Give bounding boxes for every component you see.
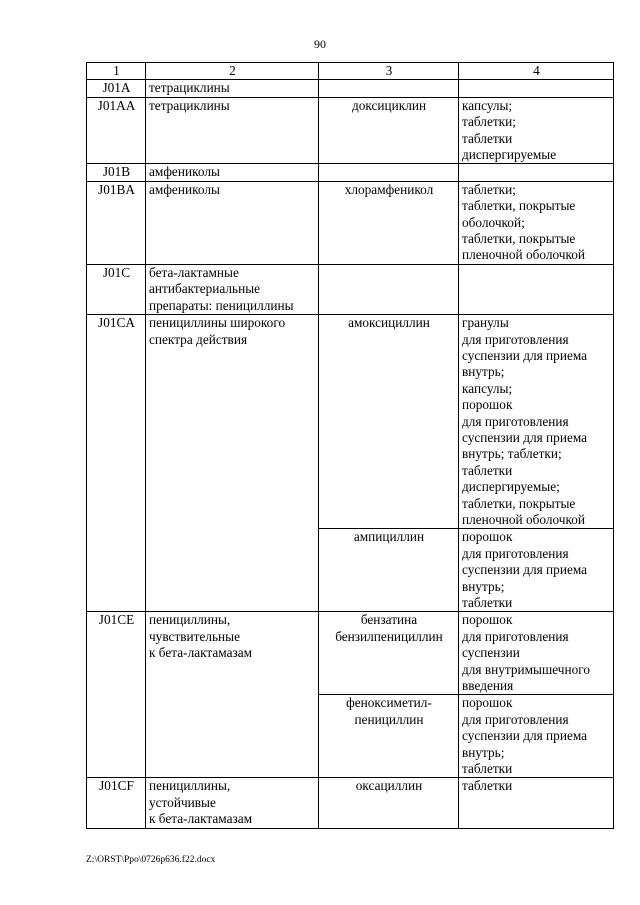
header-col-3: 3 [319,63,459,80]
atc-code: J01BA [87,181,146,264]
dosage-forms: порошок для приготовления суспензии для приема внутрь; таблетки [459,529,614,612]
dosage-forms [459,80,614,97]
drug-name [319,80,459,97]
atc-code: J01CA [87,315,146,612]
drug-table [86,62,614,829]
header-col-4: 4 [459,63,614,80]
atc-code: J01C [87,264,146,314]
header-col-1: 1 [87,63,146,80]
table-body [87,63,614,829]
drug-name: амоксициллин [319,315,459,529]
dosage-forms: таблетки; таблетки, покрытые оболочкой; таблетки, покрытые пленочной оболочкой [459,181,614,264]
drug-name: ампициллин [319,529,459,612]
dosage-forms: порошок для приготовления суспензии для приема внутрь; таблетки [459,695,614,778]
group-name: тетрациклины [146,97,319,164]
table-row [87,612,614,695]
table-row [87,164,614,181]
table-row [87,264,614,314]
group-name: пенициллины широкого спектра действия [146,315,319,612]
drug-name: бензатина бензилпенициллин [319,612,459,695]
dosage-forms: порошок для приготовления суспензии для внутримышечного введения [459,612,614,695]
atc-code: J01AA [87,97,146,164]
group-name: тетрациклины [146,80,319,97]
dosage-forms [459,164,614,181]
atc-code: J01CE [87,612,146,778]
drug-name: оксациллин [319,778,459,828]
group-name: амфениколы [146,181,319,264]
group-name: пенициллины, устойчивые к бета-лактамазам [146,778,319,828]
group-name: амфениколы [146,164,319,181]
header-col-2: 2 [146,63,319,80]
drug-name: феноксиметил- пенициллин [319,695,459,778]
atc-code: J01CF [87,778,146,828]
dosage-forms: капсулы; таблетки; таблетки диспергируемые [459,97,614,164]
drug-name: доксициклин [319,97,459,164]
group-name: бета-лактамные антибактериальные препараты: пенициллины [146,264,319,314]
drug-name [319,264,459,314]
header-row [87,63,614,80]
page-number: 90 [314,37,326,51]
table-row [87,778,614,828]
dosage-forms: таблетки [459,778,614,828]
footer-file-path: Z:\ORST\Ppo\0726p636.f22.docx [86,855,216,865]
dosage-forms [459,264,614,314]
table-row [87,97,614,164]
drug-name: хлорамфеникол [319,181,459,264]
drug-name [319,164,459,181]
table-row [87,181,614,264]
atc-code: J01A [87,80,146,97]
dosage-forms: гранулы для приготовления суспензии для приема внутрь; капсулы; порошок для приготовления суспензии для приема внутрь; таблетки; таблетки диспергируемые; таблетки, покрытые пленочной оболочкой [459,315,614,529]
atc-code: J01B [87,164,146,181]
table-row [87,315,614,529]
table-row [87,80,614,97]
group-name: пенициллины, чувствительные к бета-лактамазам [146,612,319,778]
